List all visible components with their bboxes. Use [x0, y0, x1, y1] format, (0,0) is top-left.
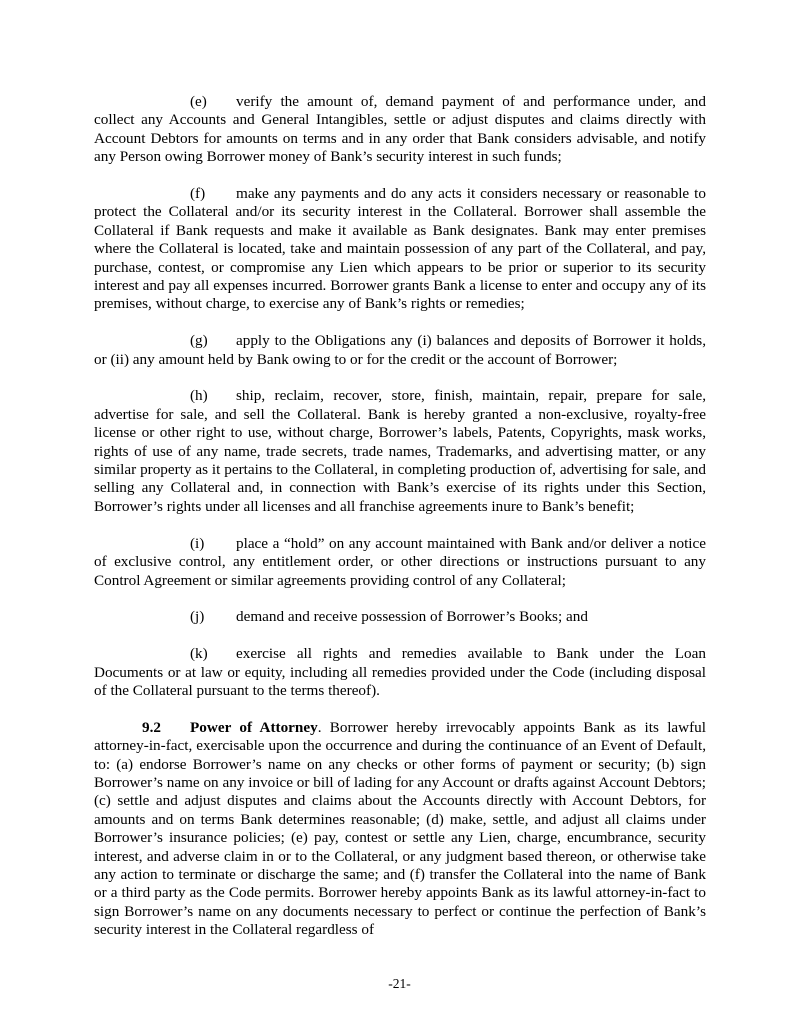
clause-label: (e): [190, 93, 207, 110]
section-number: 9.2: [142, 718, 161, 736]
clause-text: place a “hold” on any account maintained with Bank and/or deliver a notice of exclusive control, any entitlement order, or other directions or instructions pursuant to any Control Agreement or similar agreements providing control of any Collateral;: [94, 534, 706, 589]
clause-text: ship, reclaim, recover, store, finish, maintain, repair, prepare for sale, advertise for sale, and sell the Collateral. Bank is hereby granted a non-exclusive, royalty-free license or other right to use, without charge, Borrower’s labels, Patents, Copyrights, mask works, rights of use of any name, trade secrets, trade names, Trademarks, and advertising matter, or any similar property as it pertains to the Collateral, in completing production of, advertising for sale, and selling any Collateral and, in connection with Bank’s exercise of its rights under this Section, Borrower’s rights under all licenses and all franchise agreements inure to Bank’s benefit;: [94, 387, 706, 515]
clause-label: (i): [190, 534, 205, 552]
clause-e: [94, 93, 706, 167]
clause-k: [94, 645, 706, 700]
clause-label: (j): [190, 608, 205, 626]
clause-text: apply to the Obligations any (i) balances and deposits of Borrower it holds, or (ii) any amount held by Bank owing to or for the credit or the account of Borrower;: [94, 332, 706, 368]
clause-i: [94, 535, 706, 590]
clause-f: [94, 185, 706, 314]
clause-label: (h): [190, 387, 208, 405]
clause-label: (k): [190, 645, 208, 663]
clause-label: (g): [190, 332, 208, 350]
document-page: [94, 93, 706, 958]
clause-j: [94, 608, 706, 626]
page-number: -21-: [388, 976, 411, 991]
clause-label: (f): [190, 185, 206, 203]
clause-text: demand and receive possession of Borrower’s Books; and: [236, 608, 588, 626]
clause-text: verify the amount of, demand payment of and performance under, and collect any Accounts and General Intangibles, settle or adjust disputes and claims directly with Account Debtors for amounts on terms and in any order that Bank considers advisable, and notify any Person owing Borrower money of Bank’s security interest in such funds;: [94, 93, 706, 166]
section-text: . Borrower hereby irrevocably appoints Bank as its lawful attorney-in-fact, exercisable upon the occurrence and during the continuance of an Event of Default, to: (a) endorse Borrower’s name on any checks or other forms of payment or security; (b) sign Borrower’s name on any invoice or bill of lading for any Account or drafts against Account Debtors; (c) settle and adjust disputes and claims about the Accounts directly with Account Debtors, for amounts and on terms Bank determines reasonable; (d) make, settle, and adjust all claims under Borrower’s insurance policies; (e) pay, contest or settle any Lien, charge, encumbrance, security interest, and adverse claim in or to the Collateral, or any judgment based thereon, or otherwise take any action to terminate or discharge the same; and (f) transfer the Collateral into the name of Bank or a third party as the Code permits. Borrower hereby appoints Bank as its lawful attorney-in-fact to sign Borrower’s name on any documents necessary to perfect or continue the perfection of Bank’s security interest in the Collateral regardless of: [94, 718, 706, 939]
clause-g: [94, 332, 706, 369]
clause-text: exercise all rights and remedies available to Bank under the Loan Documents or at law or equity, including all remedies provided under the Code (including disposal of the Collateral pursuant to the terms thereof).: [94, 645, 706, 699]
clause-h: [94, 387, 706, 516]
section-9-2: [94, 719, 706, 940]
section-title: Power of Attorney: [190, 718, 318, 736]
clause-text: make any payments and do any acts it considers necessary or reasonable to protect the Collateral and/or its security interest in the Collateral. Borrower shall assemble the Collateral if Bank requests and make it available as Bank designates. Bank may enter premises where the Collateral is located, take and maintain possession of any part of the Collateral, and pay, purchase, contest, or compromise any Lien which appears to be prior or superior to its security interest and pay all expenses incurred. Borrower grants Bank a license to enter and occupy any of its premises, without charge, to exercise any of Bank’s rights or remedies;: [94, 185, 706, 313]
